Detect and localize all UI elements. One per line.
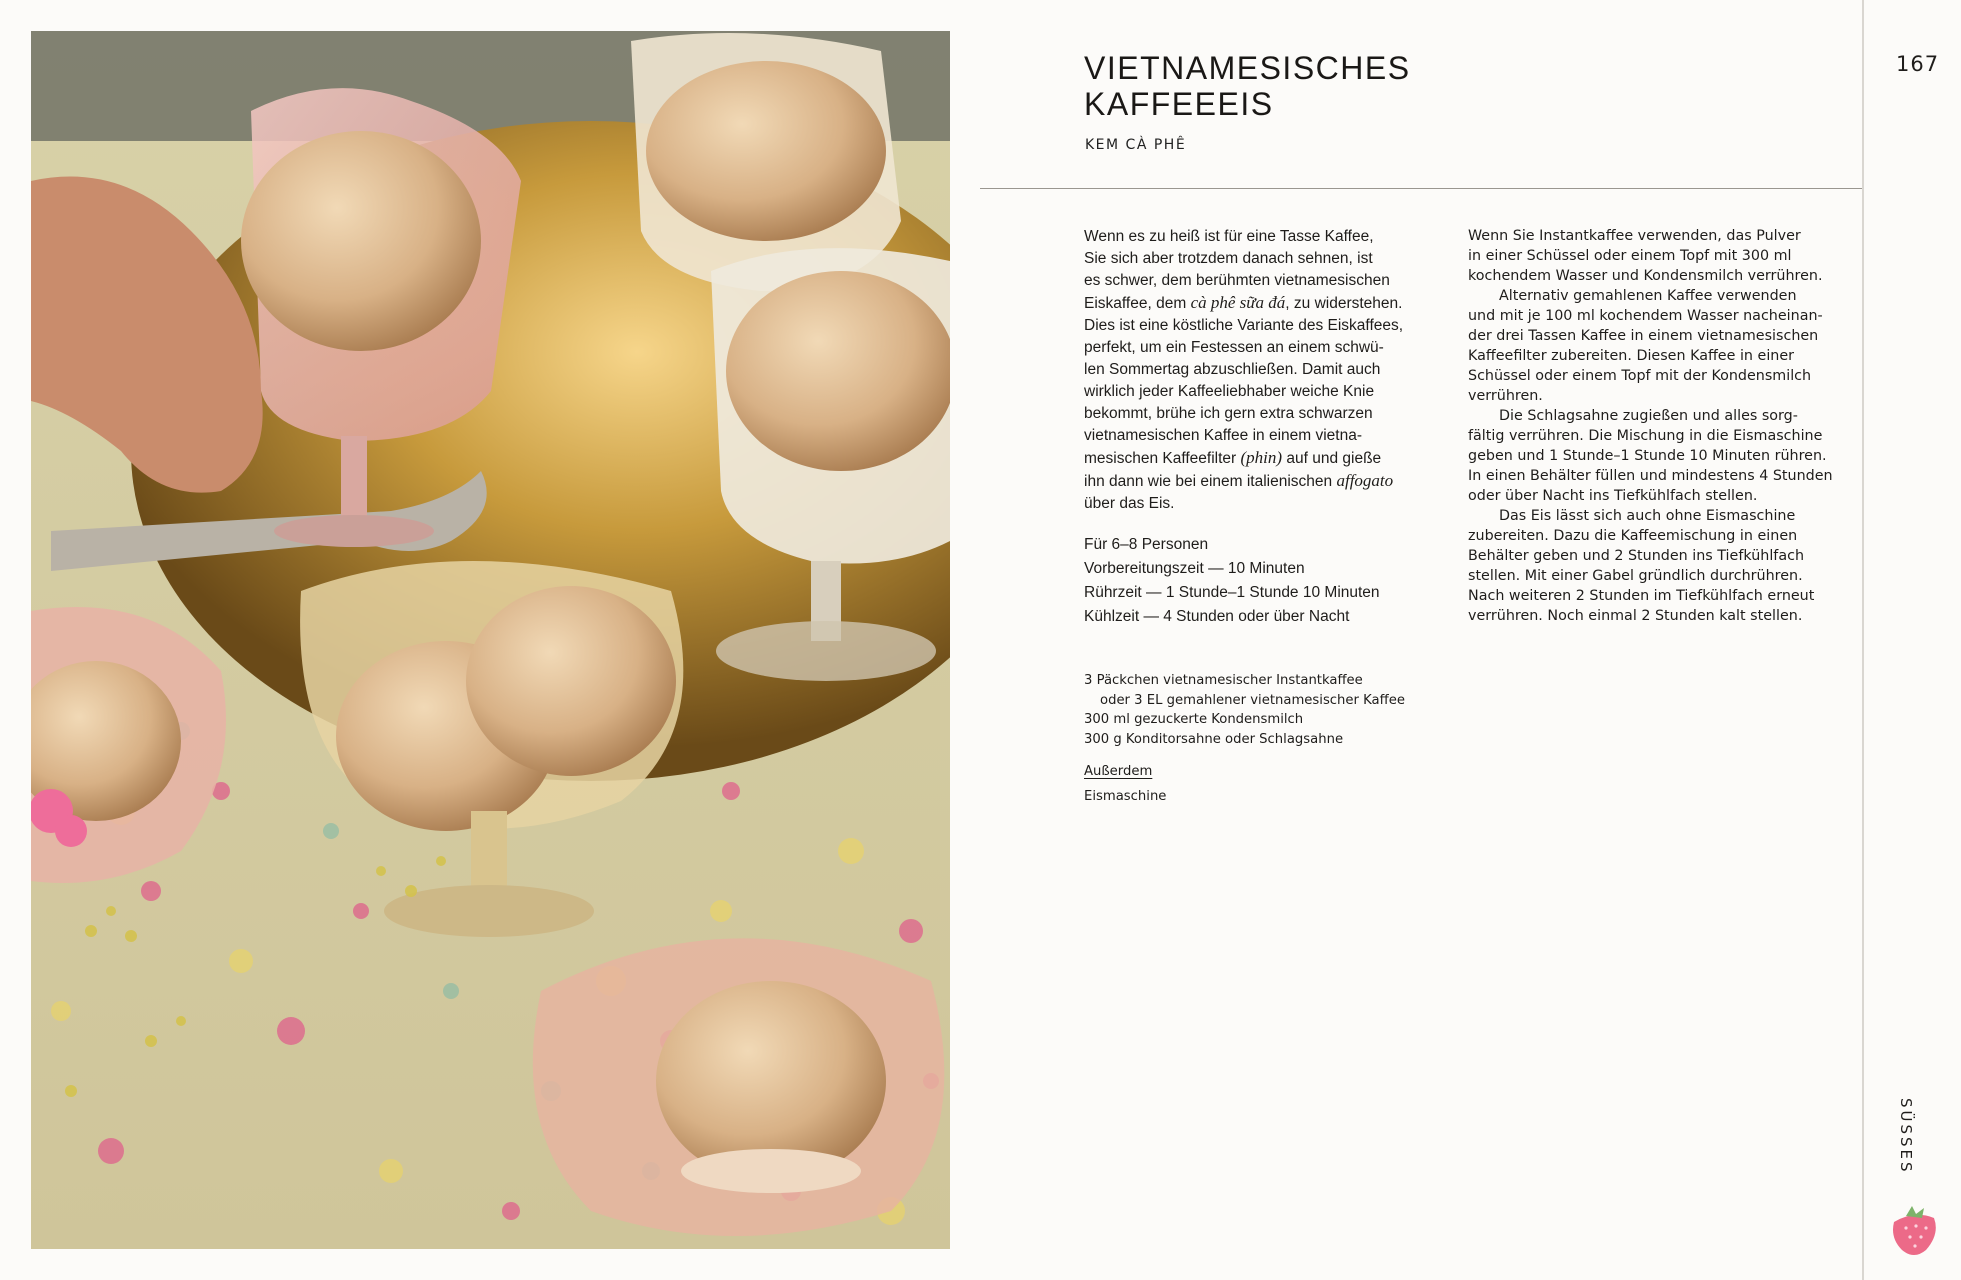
intro-text-run: mesischen Kaffeefilter	[1084, 450, 1241, 467]
method-line: oder über Nacht ins Tiefkühlfach stellen.	[1468, 488, 1758, 504]
method-line: fältig verrühren. Die Mischung in die Eismaschine	[1468, 428, 1823, 444]
ingredient-item: 300 ml gezuckerte Kondensmilch	[1084, 712, 1304, 727]
recipe-subtitle: KEM CÀ PHÊ	[1085, 137, 1187, 153]
method-line: Nach weiteren 2 Stunden im Tiefkühlfach erneut	[1468, 588, 1815, 604]
method-line: verrühren. Noch einmal 2 Stunden kalt stellen.	[1468, 608, 1803, 624]
page-number: 167	[1896, 52, 1940, 76]
intro-italic-term: affogato	[1336, 471, 1394, 490]
intro-italic-term: cà phê sữa đá	[1190, 293, 1286, 312]
intro-line: über das Eis.	[1084, 495, 1175, 512]
intro-line: Dies ist eine köstliche Variante des Eiskaffees,	[1084, 317, 1404, 334]
intro-line: es schwer, dem berühmten vietnamesischen	[1084, 272, 1390, 289]
strawberry-leaves	[1906, 1206, 1924, 1218]
method-text	[1468, 226, 1848, 626]
servings: Für 6–8 Personen	[1084, 536, 1209, 553]
method-line: und mit je 100 ml kochendem Wasser nacheinan-	[1468, 308, 1823, 324]
ingredient-item: oder 3 EL gemahlener vietnamesischer Kaffee	[1100, 692, 1405, 708]
recipe-title-line: VIETNAMESISCHES	[1084, 50, 1411, 86]
intro-text-run: ihn dann wie bei einem italienischen	[1084, 473, 1337, 490]
extra-item: Eismaschine	[1084, 789, 1167, 804]
intro-line: bekommt, brühe ich gern extra schwarzen	[1084, 405, 1373, 422]
intro-italic-term: (phin)	[1240, 448, 1283, 467]
method-line: kochendem Wasser und Kondensmilch verrühren.	[1468, 268, 1823, 284]
chill-time: Kühlzeit — 4 Stunden oder über Nacht	[1084, 608, 1350, 625]
ingredient-item: 3 Päckchen vietnamesischer Instantkaffee	[1084, 673, 1363, 688]
header-rule	[980, 188, 1862, 189]
stir-time: Rührzeit — 1 Stunde–1 Stunde 10 Minuten	[1084, 584, 1380, 601]
intro-line	[1084, 470, 1444, 493]
method-line: Die Schlagsahne zugießen und alles sorg-	[1499, 408, 1798, 424]
method-line: in einer Schüssel oder einem Topf mit 300 ml	[1468, 248, 1792, 264]
page-gutter	[1862, 0, 1864, 1280]
method-line: Kaffeefilter zubereiten. Diesen Kaffee in einer	[1468, 348, 1795, 364]
extra-heading: Außerdem	[1084, 764, 1153, 779]
intro-text-run: Eiskaffee, dem	[1084, 295, 1191, 312]
intro-line	[1084, 292, 1444, 315]
method-line: Das Eis lässt sich auch ohne Eismaschine	[1499, 508, 1796, 524]
method-line: der drei Tassen Kaffee in einem vietnamesischen	[1468, 328, 1819, 344]
method-line: Wenn Sie Instantkaffee verwenden, das Pulver	[1468, 228, 1801, 244]
intro-line: perfekt, um ein Festessen an einem schwü-	[1084, 339, 1384, 356]
intro-line: Sie sich aber trotzdem danach sehnen, ist	[1084, 250, 1373, 267]
method-line: geben und 1 Stunde–1 Stunde 10 Minuten rühren.	[1468, 448, 1827, 464]
recipe-photo	[31, 31, 950, 1249]
recipe-meta	[1084, 533, 1380, 629]
method-line: verrühren.	[1468, 388, 1543, 404]
recipe-title	[1084, 50, 1411, 122]
section-label: SÜSSES	[1897, 1098, 1915, 1175]
ingredient-list	[1084, 671, 1405, 749]
strawberry-body	[1893, 1215, 1936, 1255]
intro-line	[1084, 447, 1444, 470]
method-line: Alternativ gemahlenen Kaffee verwenden	[1499, 288, 1797, 304]
intro-text	[1084, 226, 1444, 515]
method-line: Behälter geben und 2 Stunden ins Tiefkühlfach	[1468, 548, 1805, 564]
intro-line: Wenn es zu heiß ist für eine Tasse Kaffee,	[1084, 228, 1374, 245]
prep-time: Vorbereitungszeit — 10 Minuten	[1084, 560, 1305, 577]
method-line: stellen. Mit einer Gabel gründlich durchrühren.	[1468, 568, 1803, 584]
strawberry-icon	[1884, 1200, 1944, 1260]
intro-text-run: auf und gieße	[1282, 450, 1382, 467]
method-line: Schüssel oder einem Topf mit der Kondensmilch	[1468, 368, 1812, 384]
intro-line: wirklich jeder Kaffeeliebhaber weiche Knie	[1084, 383, 1375, 400]
method-line: In einen Behälter füllen und mindestens 4 Stunden	[1468, 468, 1833, 484]
recipe-title-line: KAFFEEEIS	[1084, 86, 1274, 122]
intro-line: vietnamesischen Kaffee in einem vietna-	[1084, 427, 1363, 444]
intro-text-run: , zu widerstehen.	[1285, 295, 1403, 312]
ingredient-item: 300 g Konditorsahne oder Schlagsahne	[1084, 731, 1344, 747]
method-line: zubereiten. Dazu die Kaffeemischung in einen	[1468, 528, 1798, 544]
intro-line: len Sommertag abzuschließen. Damit auch	[1084, 361, 1381, 378]
